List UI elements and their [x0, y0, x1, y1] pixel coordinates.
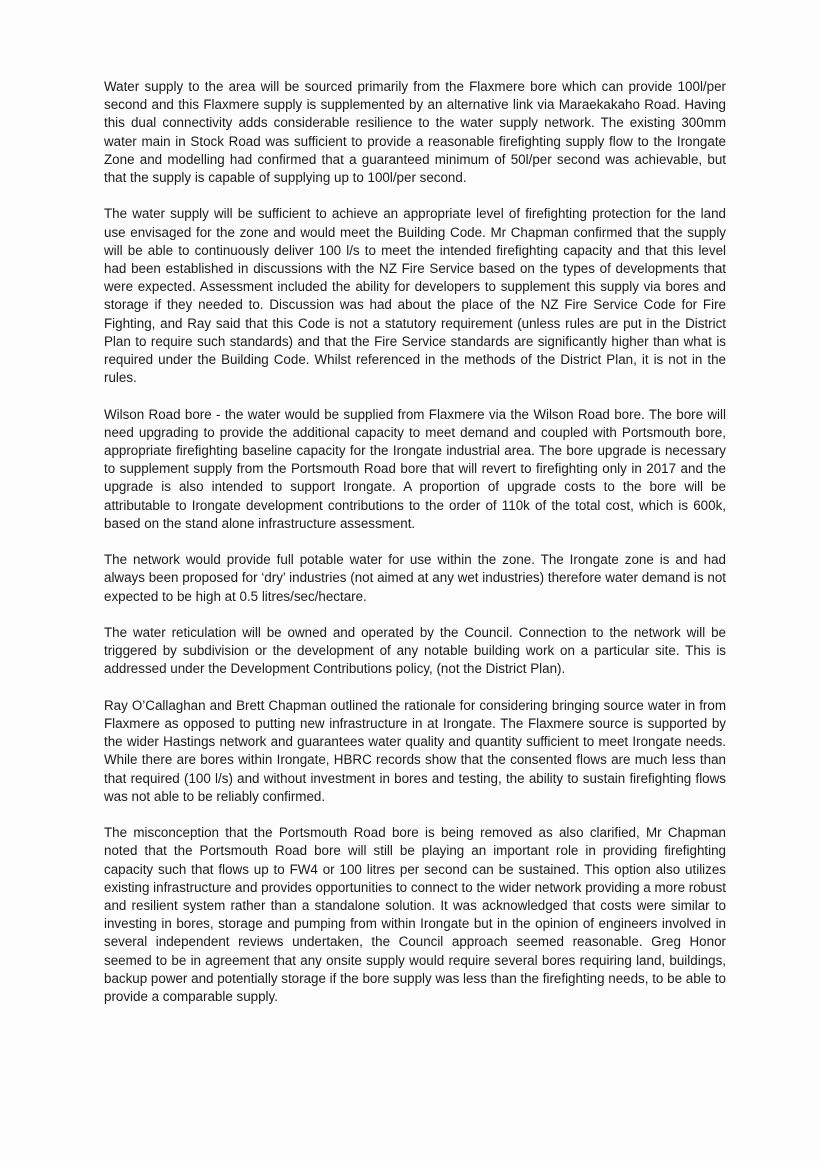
paragraph-wilson-road-bore: Wilson Road bore - the water would be supplied from Flaxmere via the Wilson Road bore. The bore will need upgrading to provide the additional capacity to meet demand and coupled with Portsmouth bore, appropriate firefighting baseline capacity for the Irongate industrial area. The bore upgrade is necessary to supplement supply from the Portsmouth Road bore that will revert to firefighting only in 2017 and the upgrade is also intended to support Irongate. A proportion of upgrade costs to the bore will be attributable to Irongate development contributions to the order of 110k of the total cost, which is 600k, based on the stand alone infrastructure assessment.: [104, 406, 726, 531]
paragraph-potable-water: The network would provide full potable water for use within the zone. The Irongate zone is and had always been proposed for ‘dry’ industries (not aimed at any wet industries) therefore water demand is not expected to be high at 0.5 litres/sec/hectare.: [104, 552, 726, 604]
paragraph-source-rationale: Ray O’Callaghan and Brett Chapman outlined the rationale for considering bringing source water in from Flaxmere as opposed to putting new infrastructure in at Irongate. The Flaxmere source is supported by the wider Hastings network and guarantees water quality and quantity sufficient to meet Irongate needs. While there are bores within Irongate, HBRC records show that the consented flows are much less than that required (100 l/s) and without investment in bores and testing, the ability to sustain firefighting flows was not able to be reliably confirmed.: [104, 697, 726, 804]
paragraph-water-supply-source: Water supply to the area will be sourced primarily from the Flaxmere bore which can provide 100l/per second and this Flaxmere supply is supplemented by an alternative link via Maraekakaho Road. Having this dual connectivity adds considerable resilience to the water supply network. The existing 300mm water main in Stock Road was sufficient to provide a reasonable firefighting supply flow to the Irongate Zone and modelling had confirmed that a guaranteed minimum of 50l/per second was achievable, but that the supply is capable of supplying up to 100l/per second.: [104, 79, 726, 186]
document-body: [104, 78, 726, 1024]
paragraph-portsmouth-road-bore: The misconception that the Portsmouth Road bore is being removed as also clarified, Mr Chapman noted that the Portsmouth Road bore will still be playing an important role in providing firefighting capacity such that flows up to FW4 or 100 litres per second can be sustained. This option also utilizes existing infrastructure and provides opportunities to connect to the wider network providing a more robust and resilient system rather than a standalone solution. It was acknowledged that costs were similar to investing in bores, storage and pumping from within Irongate but in the opinion of engineers involved in several independent reviews undertaken, the Council approach seemed reasonable. Greg Honor seemed to be in agreement that any onsite supply would require several bores requiring land, buildings, backup power and potentially storage if the bore supply was less than the firefighting needs, to be able to provide a comparable supply.: [104, 825, 726, 1005]
paragraph-water-reticulation: The water reticulation will be owned and operated by the Council. Connection to the network will be triggered by subdivision or the development of any notable building work on a particular site. This is addressed under the Development Contributions policy, (not the District Plan).: [104, 625, 726, 677]
paragraph-firefighting-protection: The water supply will be sufficient to achieve an appropriate level of firefighting protection for the land use envisaged for the zone and would meet the Building Code. Mr Chapman confirmed that the supply will be able to continuously deliver 100 l/s to meet the intended firefighting capacity and that this level had been established in discussions with the NZ Fire Service based on the types of developments that were expected. Assessment included the ability for developers to supplement this supply via bores and storage if they needed to. Discussion was had about the place of the NZ Fire Service Code for Fire Fighting, and Ray said that this Code is not a statutory requirement (unless rules are put in the District Plan to require such standards) and that the Fire Service standards are significantly higher than what is required under the Building Code. Whilst referenced in the methods of the District Plan, it is not in the rules.: [104, 206, 726, 386]
